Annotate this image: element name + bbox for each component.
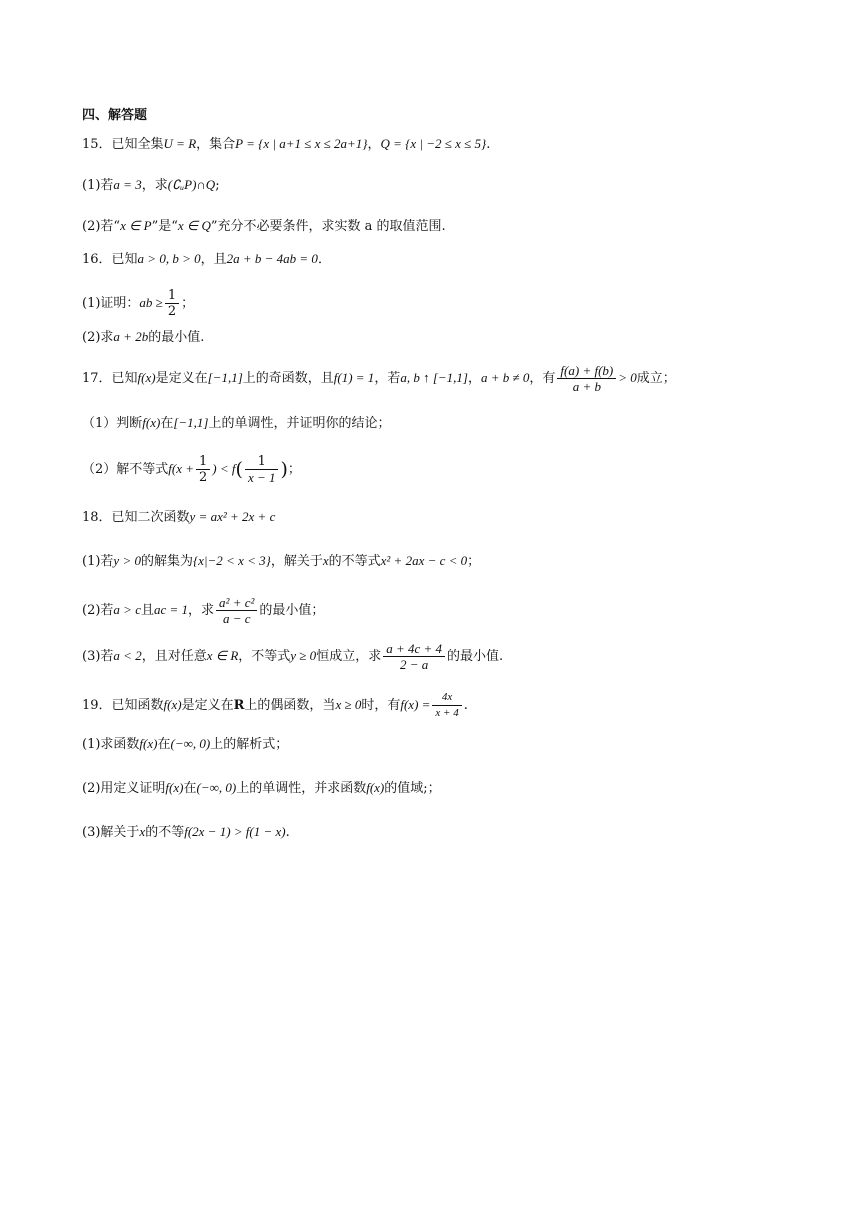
fraction-numerator: 4x [432,690,461,706]
q17-text5: ，有 [529,371,556,386]
q17-text4: ， [467,371,481,386]
q19-p3-prefix: (3)解关于 [82,825,140,840]
q18-stem [82,508,275,527]
q16-p1-prefix: (1)证明： [82,296,140,311]
q17-p1-math1: f(x) [142,415,161,430]
q17-p2-fraction2 [245,454,279,485]
q18-p1-text3: 的不等式 [328,554,381,569]
q16-p1-end: ； [181,296,195,311]
q19-p2-math2: (−∞, 0) [196,780,237,795]
q16-end: ． [317,252,331,267]
q17-p1-math2: [−1,1] [173,415,209,430]
q19-p2-math1: f(x) [165,780,184,795]
q19-end: . [463,698,468,713]
q18-p1-math2: {x|−2 < x < 3} [192,553,271,568]
fraction-denominator: a − c [222,611,251,626]
q18-p3-math2: x ∈ R [206,648,239,663]
q17-part2 [82,454,301,485]
q15-p1-end: ; [215,178,220,193]
fraction-numerator: f(a) + f(b) [557,363,616,379]
q17-math6: > 0 [618,370,637,385]
q17-p2-fraction1 [196,454,210,485]
q18-math: y = ax² + 2x + c [189,509,276,524]
q19-p1-text: 在 [157,737,171,752]
q19-text3: 时，有 [361,698,401,713]
q17-fraction [557,363,616,394]
q15-p1-math2: (∁ᵤP)∩Q [167,177,216,192]
q16-part2 [82,328,204,347]
q19-math4: f(x) = [400,697,431,712]
q18-part1 [82,552,480,571]
q19-p3-end: . [285,825,290,840]
q18-p2-fraction [216,595,257,626]
q17-p1-end: 上的单调性，并证明你的结论； [208,416,391,431]
q18-p1-text1: 的解集为 [140,554,193,569]
q15-p2-math2: x ∈ Q [177,218,211,233]
q18-p2-math1: a > c [113,602,141,617]
q17-text2: 上的奇函数，且 [242,371,334,386]
q19-part1 [82,735,288,754]
q17-math2: [−1,1] [207,370,243,385]
q16-p1-math: ab ≥ [139,295,163,310]
q15-p1-text: ，求 [141,178,168,193]
section-title: 四、解答题 [82,108,148,123]
q17-part1 [82,414,391,433]
q19-p2-prefix: (2)用定义证明 [82,781,166,796]
q16-p2-end: 的最小值. [148,330,205,345]
q18-p3-text1: ，且对任意 [141,649,207,664]
fraction-denominator: 2 [167,304,177,319]
q19-p3-text: 的不等 [145,825,185,840]
fraction-denominator: 2 − a [399,657,429,672]
q17-p2-prefix: （2）解不等式 [82,462,169,477]
q17-text3: ，若 [374,371,401,386]
q15-p2-text: ”是“ [151,219,178,234]
fraction-numerator: 1 [245,454,279,470]
q18-p2-prefix: (2)若 [82,603,114,618]
q18-p1-math3: x [322,553,329,568]
q18-p1-text2: ，解关于 [270,554,323,569]
q18-p2-text1: 且 [140,603,154,618]
q16-math2: 2a + b − 4ab = 0 [226,251,318,266]
fraction-numerator: 1 [165,288,179,304]
q19-stem [82,690,468,721]
right-paren-glyph: ) [280,458,288,481]
q17-math4: a, b ↑ [−1,1] [400,370,468,385]
q16-prefix: 16．已知 [82,252,138,267]
q19-p1-math1: f(x) [139,736,158,751]
q15-p2-end: ”充分不必要条件，求实数 a 的取值范围. [210,219,446,234]
q19-p3-math1: x [139,824,146,839]
q16-text: ，且 [200,252,227,267]
q18-p3-text2: ，不等式 [238,649,291,664]
fraction-numerator: a + 4c + 4 [383,641,445,657]
q15-math-universe: U = R [163,136,197,151]
q19-math1: f(x) [163,697,182,712]
q18-p1-math4: x² + 2ax − c < 0 [380,553,468,568]
q19-p2-text1: 在 [183,781,197,796]
q16-p2-math: a + 2b [113,329,149,344]
fraction-numerator: a² + c² [216,595,257,611]
fraction-denominator: a + b [572,379,601,394]
q18-p1-math1: y > 0 [113,553,141,568]
q19-math2: R [233,698,245,713]
q15-part1 [82,176,220,195]
q19-part3 [82,823,290,842]
left-paren-glyph: ( [235,458,243,481]
q19-p2-text2: 上的单调性，并求函数 [236,781,367,796]
q18-p1-prefix: (1)若 [82,554,114,569]
q15-end: . [486,137,491,152]
q17-math1: f(x) [137,370,156,385]
q17-p1-text: 在 [160,416,174,431]
q18-p1-end: ； [467,554,481,569]
q17-p2-math2: ) < f [212,461,236,476]
q18-p3-math1: a < 2 [113,648,142,663]
q19-p3-math2: f(2x − 1) > f(1 − x) [184,824,286,839]
q19-p2-math3: f(x) [366,780,385,795]
q15-p2-prefix: (2)若“ [82,219,121,234]
q18-p2-text2: ，求 [188,603,215,618]
q17-p1-prefix: （1）判断 [82,416,143,431]
q16-p1-fraction [165,288,179,319]
q17-text1: 是定义在 [155,371,208,386]
q18-p3-math3: y ≥ 0 [290,648,317,663]
fraction-denominator: x + 4 [435,707,459,719]
q19-text1: 是定义在 [181,698,234,713]
q19-text2: 上的偶函数，当 [244,698,336,713]
q16-p2-prefix: (2)求 [82,330,114,345]
q16-stem [82,250,331,269]
q18-p3-prefix: (3)若 [82,649,114,664]
q15-sep: ， [367,137,381,152]
q18-p3-fraction [383,641,445,672]
q19-part2 [82,779,441,798]
q15-part2 [82,217,446,236]
q19-p1-math2: (−∞, 0) [170,736,211,751]
q15-text: ，集合 [196,137,236,152]
q15-p2-math1: x ∈ P [120,218,152,233]
q17-p2-math1: f(x + [168,461,195,476]
q15-p1-prefix: (1)若 [82,178,114,193]
q19-p2-end: 的值域;； [384,781,441,796]
q17-end: 成立； [636,371,676,386]
q17-prefix: 17．已知 [82,371,138,386]
q15-stem [82,135,490,154]
q18-p2-end: 的最小值； [259,603,325,618]
q18-p2-math2: ac = 1 [153,602,189,617]
q19-p1-end: 上的解析式； [210,737,289,752]
q18-part3 [82,641,503,672]
fraction-denominator: x − 1 [247,470,276,485]
fraction-denominator: 2 [199,470,208,485]
q18-prefix: 18．已知二次函数 [82,510,190,525]
q17-math3: f(1) = 1 [333,370,375,385]
q17-stem [82,363,676,394]
q16-part1 [82,288,194,319]
fraction-numerator: 1 [196,454,210,470]
q17-p2-end: ； [287,462,301,477]
q19-prefix: 19．已知函数 [82,698,164,713]
q19-math3: x ≥ 0 [335,697,362,712]
q18-part2 [82,595,324,626]
q19-fraction [432,690,461,721]
q15-math-set-p: P = {x | a+1 ≤ x ≤ 2a+1} [235,136,368,151]
q17-math5: a + b ≠ 0 [480,370,530,385]
q18-p3-end: 的最小值. [447,649,504,664]
q15-math-set-q: Q = {x | −2 ≤ x ≤ 5} [380,136,487,151]
q15-p1-math: a = 3 [113,177,142,192]
q18-p3-text3: 恒成立，求 [316,649,382,664]
q15-prefix: 15．已知全集 [82,137,164,152]
q19-p1-prefix: (1)求函数 [82,737,140,752]
q16-math: a > 0, b > 0 [137,251,201,266]
